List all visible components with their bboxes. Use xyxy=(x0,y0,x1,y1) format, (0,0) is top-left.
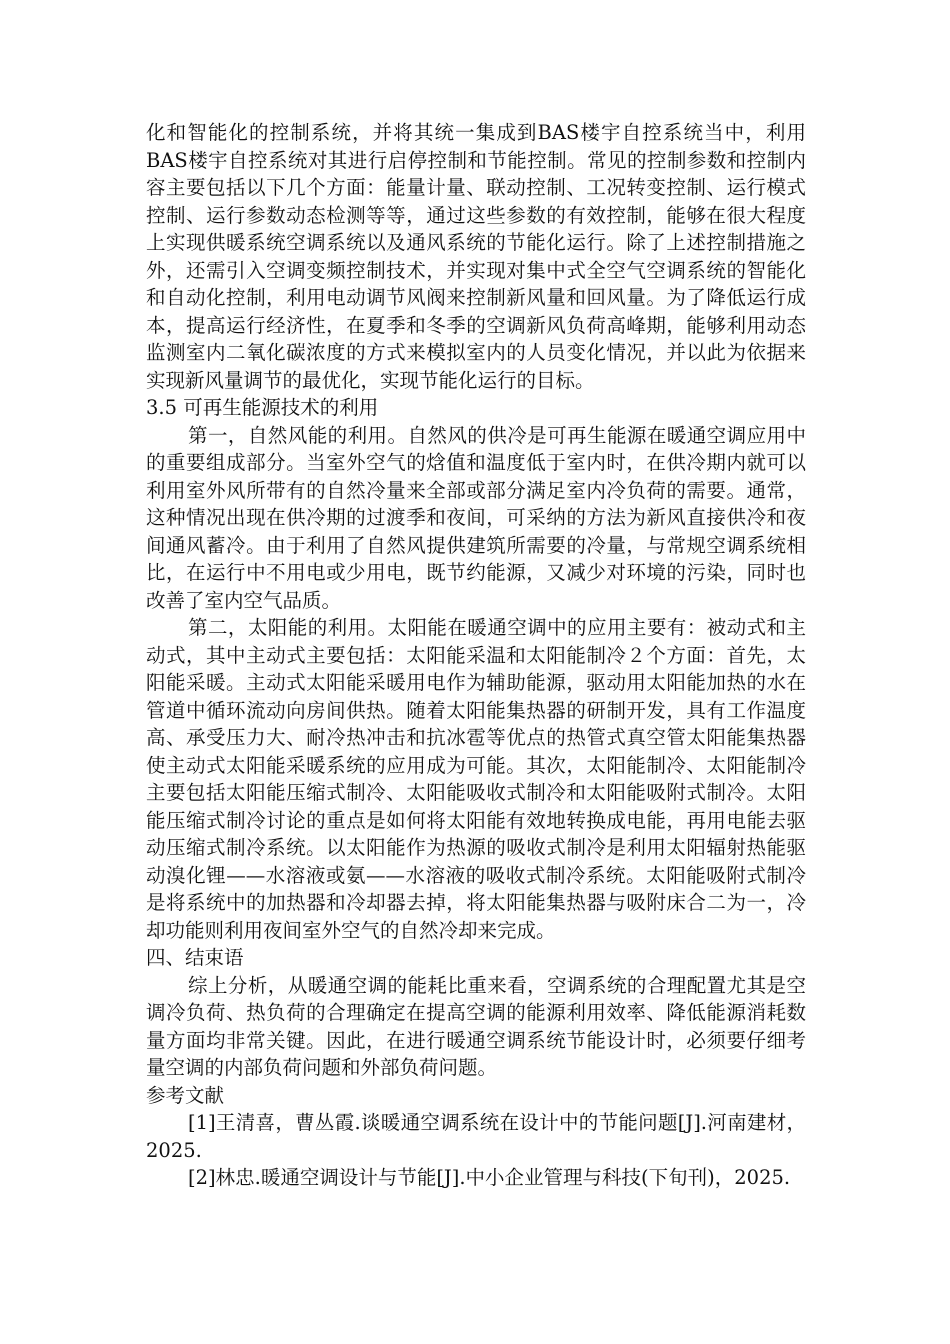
paragraph-solar-energy: 第二，太阳能的利用。太阳能在暖通空调中的应用主要有：被动式和主动式，其中主动式主要包括：太阳能采温和太阳能制冷２个方面：首先，太阳能采暖。主动式太阳能采暖用电作为辅助能源，驱动用太阳能加热的水在管道中循环流动向房间供热。随着太阳能集热器的研制开发，具有工作温度高、承受压力大、耐冷热冲击和抗冰雹等优点的热管式真空管太阳能集热器使主动式太阳能采暖系统的应用成为可能。其次，太阳能制冷、太阳能制冷主要包括太阳能压缩式制冷、太阳能吸收式制冷和太阳能吸附式制冷。太阳能压缩式制冷讨论的重点是如何将太阳能有效地转换成电能，再用电能去驱动压缩式制冷系统。以太阳能作为热源的吸收式制冷是利用太阳辐射热能驱动溴化锂——水溶液或氨——水溶液的吸收式制冷系统。太阳能吸附式制冷是将系统中的加热器和冷却器去掉，将太阳能集热器与吸附床合二为一，冷却功能则利用夜间室外空气的自然冷却来完成。 xyxy=(146,616,806,942)
document-page xyxy=(146,119,806,1192)
section-heading-renewable: 3.5 可再生能源技术的利用 xyxy=(146,396,379,419)
references-heading: 参考文献 xyxy=(146,1083,225,1107)
reference-item-1: [1]王清喜，曹丛霞.谈暖通空调系统在设计中的节能问题[J].河南建材，2025. xyxy=(146,1111,806,1162)
paragraph-conclusion: 综上分析，从暖通空调的能耗比重来看，空调系统的合理配置尤其是空调冷负荷、热负荷的合理确定在提高空调的能源利用效率、降低能源消耗数量方面均非常关键。因此，在进行暖通空调系统节能设计时，必须要仔细考量空调的内部负荷问题和外部负荷问题。 xyxy=(146,973,806,1079)
paragraph-control-system: 化和智能化的控制系统，并将其统一集成到BAS楼宇自控系统当中，利用BAS楼宇自控系统对其进行启停控制和节能控制。常见的控制参数和控制内容主要包括以下几个方面：能量计量、联动控制、工况转变控制、运行模式控制、运行参数动态检测等等，通过这些参数的有效控制，能够在很大程度上实现供暖系统空调系统以及通风系统的节能化运行。除了上述控制措施之外，还需引入空调变频控制技术，并实现对集中式全空气空调系统的智能化和自动化控制，利用电动调节风阀来控制新风量和回风量。为了降低运行成本，提高运行经济性，在夏季和冬季的空调新风负荷高峰期，能够利用动态监测室内二氧化碳浓度的方式来模拟室内的人员变化情况，并以此为依据来实现新风量调节的最优化，实现节能化运行的目标。 xyxy=(146,121,806,392)
paragraph-natural-wind: 第一，自然风能的利用。自然风的供冷是可再生能源在暖通空调应用中的重要组成部分。当室外空气的焓值和温度低于室内时，在供冷期内就可以利用室外风所带有的自然冷量来全部或部分满足室内冷负荷的需要。通常，这种情况出现在供冷期的过渡季和夜间，可采纳的方法为新风直接供冷和夜间通风蓄冷。由于利用了自然风提供建筑所需要的冷量，与常规空调系统相比，在运行中不用电或少用电，既节约能源，又减少对环境的污染，同时也改善了室内空气品质。 xyxy=(146,423,806,612)
reference-item-2: [2]林忠.暖通空调设计与节能[J].中小企业管理与科技(下旬刊)，2025. xyxy=(188,1166,791,1189)
section-heading-conclusion: 四、结束语 xyxy=(146,946,244,969)
